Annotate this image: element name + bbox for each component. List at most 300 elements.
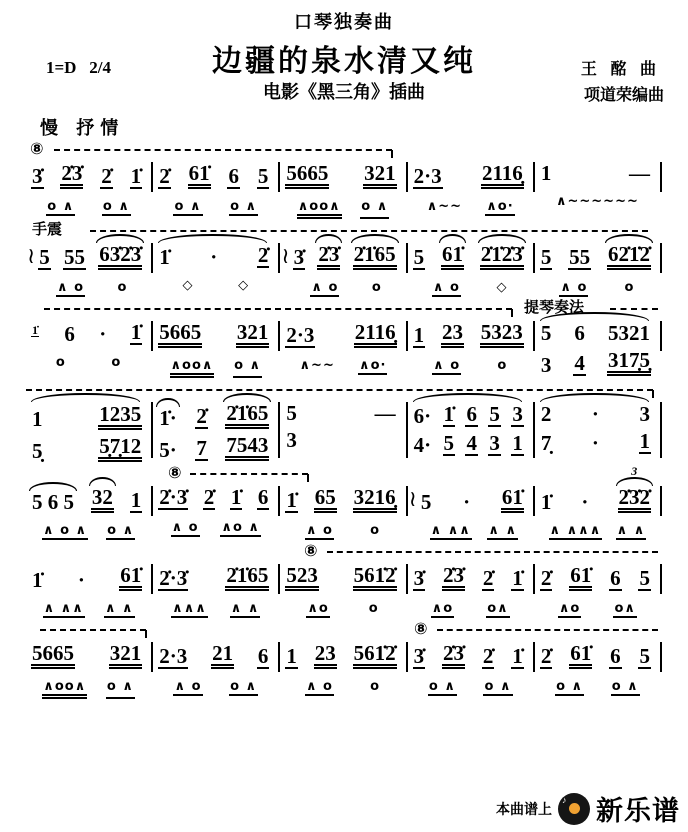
measure [26,640,151,699]
notes-row [411,562,530,591]
octave-mark: ⑧ [304,541,318,561]
system-2 [26,220,662,297]
note-group: 3 [512,402,523,427]
note-group: 1̇ [32,322,38,337]
barline [660,564,662,594]
notes-row [411,319,530,348]
note-group: 2̇ [101,164,112,188]
note-group: 6 [64,322,75,347]
measure [153,562,278,618]
breath-row [156,199,275,216]
note-group: 5321 [608,321,650,346]
measure-content [411,640,530,696]
measure [535,640,660,696]
note-group: 1 [130,488,142,513]
arpeggio-mark: ≀ [281,243,290,269]
measure [535,464,660,540]
measure-content [283,562,402,618]
octave-dashed-line [437,629,658,631]
note-group: 5665 [31,642,75,669]
measure [408,562,533,618]
note-group: 61̇ [501,486,524,513]
note-group: 2̇ [482,644,494,669]
measure-content [156,241,275,293]
breath-row [29,355,148,370]
violin-style-dashed-line [610,308,658,310]
octave-dashed-line [190,473,308,475]
measure-content [29,400,148,462]
breath-row [29,679,148,699]
note-group: 3216̣ [353,486,397,513]
breath-mark-group: ∧ o [171,520,199,536]
measure [26,319,151,370]
note-group: 321 [363,162,397,189]
note-group: 5 [286,401,297,426]
tremolo-dashed-line [44,308,512,310]
note-group: · [210,245,218,270]
breath-row [291,280,403,297]
breath-mark-group: ∧ o [432,280,460,296]
note-group: 6 [228,164,239,188]
violin-style-label: 提琴奏法 [524,298,585,317]
note-group: — [374,401,396,426]
note-group: 2̇3̇ [317,243,340,270]
breath-mark-group: o ∧ [230,679,258,695]
breath-row [156,278,275,293]
note-group: 5· [159,438,177,463]
measure [26,241,151,297]
note-group: 5 [639,566,650,591]
measure [408,400,533,456]
measure-content [283,400,402,451]
key-signature: 1=D [46,58,77,77]
measure-content [283,484,402,540]
breath-mark-group: ∧~~ [426,199,463,215]
breath-mark-group: ∧o [307,601,329,617]
measure [153,241,278,293]
system-5 [26,463,662,540]
measure-content [29,640,148,699]
score-header [0,0,688,142]
note-group: 2̇ [203,485,215,510]
breath-mark-group: ∧ ∧∧ [430,523,471,539]
note-group: 5 [540,321,552,346]
breath-mark-group: o ∧ [233,358,262,378]
breath-mark-group: ∧o [558,601,581,617]
measure [535,160,660,209]
time-signature: 2/4 [89,58,111,77]
note-group: 2116̣ [481,162,524,189]
notes-row [291,241,403,270]
breath-mark-group: o ∧ [102,199,130,215]
note-group: 1̇ [159,245,170,270]
notes-row [411,241,530,270]
breath-row [538,679,657,696]
note-group: 6 [610,644,621,669]
notes-row [538,640,657,669]
breath-mark-group: ∧oo∧ [42,679,87,699]
note-group: 317̣5̣ [607,349,651,376]
measure-content [411,160,530,216]
breath-row [283,679,402,696]
note-group: 2̇ [482,566,494,591]
breath-row [283,601,402,618]
measure [26,484,151,540]
note-group: 2̇ [196,404,207,429]
measure [535,319,660,376]
note-group: 5 [639,644,650,669]
notes-row-lower [156,432,275,461]
note-group: 3̇ [413,566,425,591]
notes-row [156,319,275,348]
note-group: 7̣ [540,431,552,456]
measure [280,160,405,219]
notes-row [411,640,530,669]
measure [408,241,533,297]
note-group: · [581,490,589,515]
measure-content [411,562,530,618]
measure [153,160,278,216]
notes-row [538,400,657,425]
notes-row [418,484,530,513]
breath-mark-group: ∧∧∧ [172,601,207,617]
measure [153,400,278,461]
notes-row [538,241,657,270]
note-group: 1 [413,323,425,348]
note-group: 2̇ [159,164,170,188]
breath-row [36,280,148,297]
measure-content [538,160,657,209]
measure [280,241,405,297]
note-group: 1 [540,161,552,185]
breath-mark-group: o∧ [487,601,509,617]
note-group: 1 [512,431,523,456]
publisher-footer [496,789,680,828]
measure [280,562,405,618]
notes-row [29,319,148,345]
note-group: · [591,431,599,456]
note-group: · [591,402,599,427]
breath-mark-group: ∧~~ [299,358,335,374]
note-group: 5 [443,431,455,456]
barline [660,162,662,192]
breath-mark-group: ∧ ∧∧ [43,601,84,617]
note-group: 2̇·3̇ [159,485,188,510]
note-group: 3̇ [413,644,425,669]
note-group: 6 [257,644,269,669]
note-group: 63̇2̇3̇ [98,243,142,270]
notes-row [283,562,402,591]
notes-row [538,160,657,184]
measure [535,400,660,454]
barline [660,402,662,458]
breath-row [283,358,402,375]
breath-row [411,358,530,375]
breath-mark-group: o [111,355,122,371]
breath-mark-group: o [497,358,508,374]
measure-content [418,484,530,540]
notes-row [283,484,402,513]
breath-mark-group: ∧ ∧ [488,523,518,539]
breath-mark-group: o ∧ [428,679,456,695]
breath-row [538,523,657,540]
breath-mark-group: o ∧ [556,679,584,695]
measures-row [26,241,662,297]
octave-dashed-line-end [40,629,146,631]
breath-row [283,199,402,219]
breath-mark-group: o ∧ [47,199,75,215]
note-group: 4 [574,351,585,376]
note-group: 21 [211,642,234,669]
note-group: 23 [441,321,464,348]
breath-mark-group: ◇ [496,280,508,296]
tempo-marking: 慢 抒情 [40,118,125,139]
measure-content [283,160,402,219]
note-group: 321 [109,642,143,669]
note-group: 2̇3̇ [60,162,83,189]
note-group: 4· [413,433,432,458]
notes-row [283,640,402,669]
note-group: 5 [540,245,552,270]
measure-content [156,484,275,537]
note-group: 55 [569,245,591,270]
annotation-row [26,139,662,160]
breath-mark-group: o ∧ [230,199,258,215]
breath-row [411,280,530,297]
vinyl-record-icon [558,793,590,825]
measure-content [538,400,657,454]
breath-mark-group: ∧o ∧ [221,520,260,536]
measure [26,562,151,618]
note-group: 2̇·3̇ [159,566,188,591]
note-group: 3 [639,402,651,427]
measure [280,400,405,451]
system-4 [26,382,662,462]
octave-mark: ⑧ [414,619,428,639]
brand-name: 新乐谱 [596,796,680,827]
system-6 [26,541,662,618]
breath-mark-group: o [370,679,381,695]
measure-content [156,400,275,461]
note-group: 1̇ [443,402,455,427]
breath-mark-group: o [624,280,635,296]
measure [280,640,405,696]
measure-content [156,562,275,618]
note-group: 6 [466,402,477,427]
note-group: 5 [420,490,432,515]
breath-mark-group: ∧ o [305,679,333,695]
notes-row [538,562,657,591]
note-group: 2̇1̇2̇3̇ [480,243,524,270]
footer-text: 本曲谱上 [496,801,552,818]
breath-row [29,523,148,540]
measures-row [26,562,662,618]
measures-row [26,160,662,219]
arpeggio-mark: ≀ [408,486,417,512]
breath-mark-group: o [370,523,381,539]
measure-content [29,160,148,216]
note-group: 2̇ [540,644,552,669]
breath-row [538,280,657,297]
note-group: — [629,161,651,185]
notes-row [36,241,148,270]
note-group: 523 [285,564,319,591]
breath-mark-group: o ∧ [611,679,639,695]
notes-row [156,241,275,268]
note-group: 561̇2̇ [353,564,397,591]
note-group: 3̇ [293,245,305,270]
breath-mark-group: ∧oo∧ [297,199,342,219]
system-3 [26,298,662,378]
note-group: 5665 [285,162,329,189]
note-group: 2·3 [159,644,188,669]
note-group: 1̇ [130,320,142,345]
measure [408,484,533,540]
note-group: 2̇3̇2̇ 3 [618,486,652,513]
arranger-credit: 项道荣编曲 [583,85,664,104]
breath-mark-group: o [55,355,66,371]
breath-mark-group: ∧ ∧ [104,601,134,617]
breath-mark-group: ∧~~~~~~ [555,194,639,210]
note-group: 5323 [480,321,524,348]
notes-row-lower [538,347,657,376]
measure [280,319,405,375]
notes-row [156,160,275,189]
note-group: 5 [413,245,425,270]
notes-row-lower [283,427,402,451]
measure [153,640,278,696]
note-group: 2̇3̇ [442,642,465,669]
note-group: 2̇3̇ [442,564,465,591]
measure-content [291,241,403,297]
hand-tremolo-label: 手震 [32,220,63,239]
barline [660,486,662,516]
note-group: 2116̣ [354,321,397,348]
note-group: 6 [574,321,585,346]
breath-row [418,523,530,540]
measure-content [538,562,657,618]
note-group: 2̇1̇65 [353,243,397,270]
measures-row [26,464,662,540]
note-group: 61̇ [119,564,142,591]
measure-content [411,241,530,297]
measures-row [26,400,662,462]
note-group: 7543 [225,434,269,461]
measure-content [156,160,275,216]
breath-mark-group: ∧ o [560,280,588,296]
note-group: 3 [489,431,500,456]
notes-row [283,400,402,424]
note-group: 5665 [158,321,202,348]
breath-row [538,601,657,618]
note-group: 1̇ [286,488,297,513]
measure [408,640,533,696]
system-1 [26,139,662,219]
note-group: · [77,568,85,593]
note-group: 5 6 5 [32,490,74,515]
note-group: 561̇2̇ [353,642,397,669]
key-and-time-signature [46,58,111,78]
measure-content [156,319,275,378]
notes-row-lower [538,428,657,454]
barline [660,321,662,351]
breath-mark-group: o ∧ [107,523,135,539]
breath-mark-group: ∧ o [311,280,339,296]
octave-mark: ⑧ [30,139,44,158]
note-group: 6 [257,485,269,510]
octave-mark: ⑧ [168,463,182,483]
breath-mark-group: ∧ ∧∧∧ [549,523,602,539]
note-group: 55 [63,245,85,270]
note-group: 61̇ [441,243,464,270]
measure [408,160,533,216]
annotation-row [26,619,662,640]
note-group: 32 [91,486,114,513]
breath-row [29,199,148,216]
measure [535,241,660,297]
breath-row [411,601,530,618]
breath-mark-group: ∧ ∧ [616,523,646,539]
breath-row [283,523,402,540]
system-7 [26,619,662,699]
notes-row-lower [411,430,530,456]
measure [408,319,533,375]
measure-content [29,319,148,370]
note-group: 62̇1̇2̇ [607,243,651,270]
breath-row [156,358,275,378]
breath-mark-group: o [371,280,382,296]
measure-content [29,562,148,618]
note-group: 2̇1̇65 [225,564,269,591]
breath-mark-group: ∧ o [433,358,461,374]
note-group: 2 [540,402,552,427]
measure [153,484,278,537]
note-group: 1235 [98,403,142,430]
measure-content [538,640,657,696]
breath-mark-group: ∧ o [57,280,85,296]
breath-row [156,679,275,696]
note-group: 321 [236,321,270,348]
measures-row [26,319,662,378]
note-group: 3 [286,428,297,453]
score-body [0,139,688,699]
tremolo-dashed-line [90,230,648,232]
measure-content [538,464,657,540]
measure [280,484,405,540]
violin-style-dashed-line [26,389,653,391]
note-group: 3 [540,353,552,378]
notes-row [538,464,657,515]
measure-content [36,241,148,297]
breath-mark-group: o ∧ [106,679,135,699]
note-group: 6· [413,404,432,429]
note-group: 5 [489,402,500,427]
note-group: 1̇ [540,490,552,515]
note-group: 2̇1̇65 [225,402,269,429]
breath-row [411,199,530,216]
note-group: 65 [314,486,337,513]
octave-dashed-line [54,149,392,151]
note-group: 2̇ [540,566,552,591]
breath-mark-group: ∧ o ∧ [43,523,88,539]
note-group: 1̇ [512,644,523,669]
breath-mark-group: ◇ [182,278,194,294]
note-group: 61̇ [569,564,592,591]
note-group: 1̇ [130,164,142,188]
genre-label: 口琴独奏曲 [294,12,394,33]
tuplet-number: 3 [631,464,638,479]
measure-content [538,319,657,376]
